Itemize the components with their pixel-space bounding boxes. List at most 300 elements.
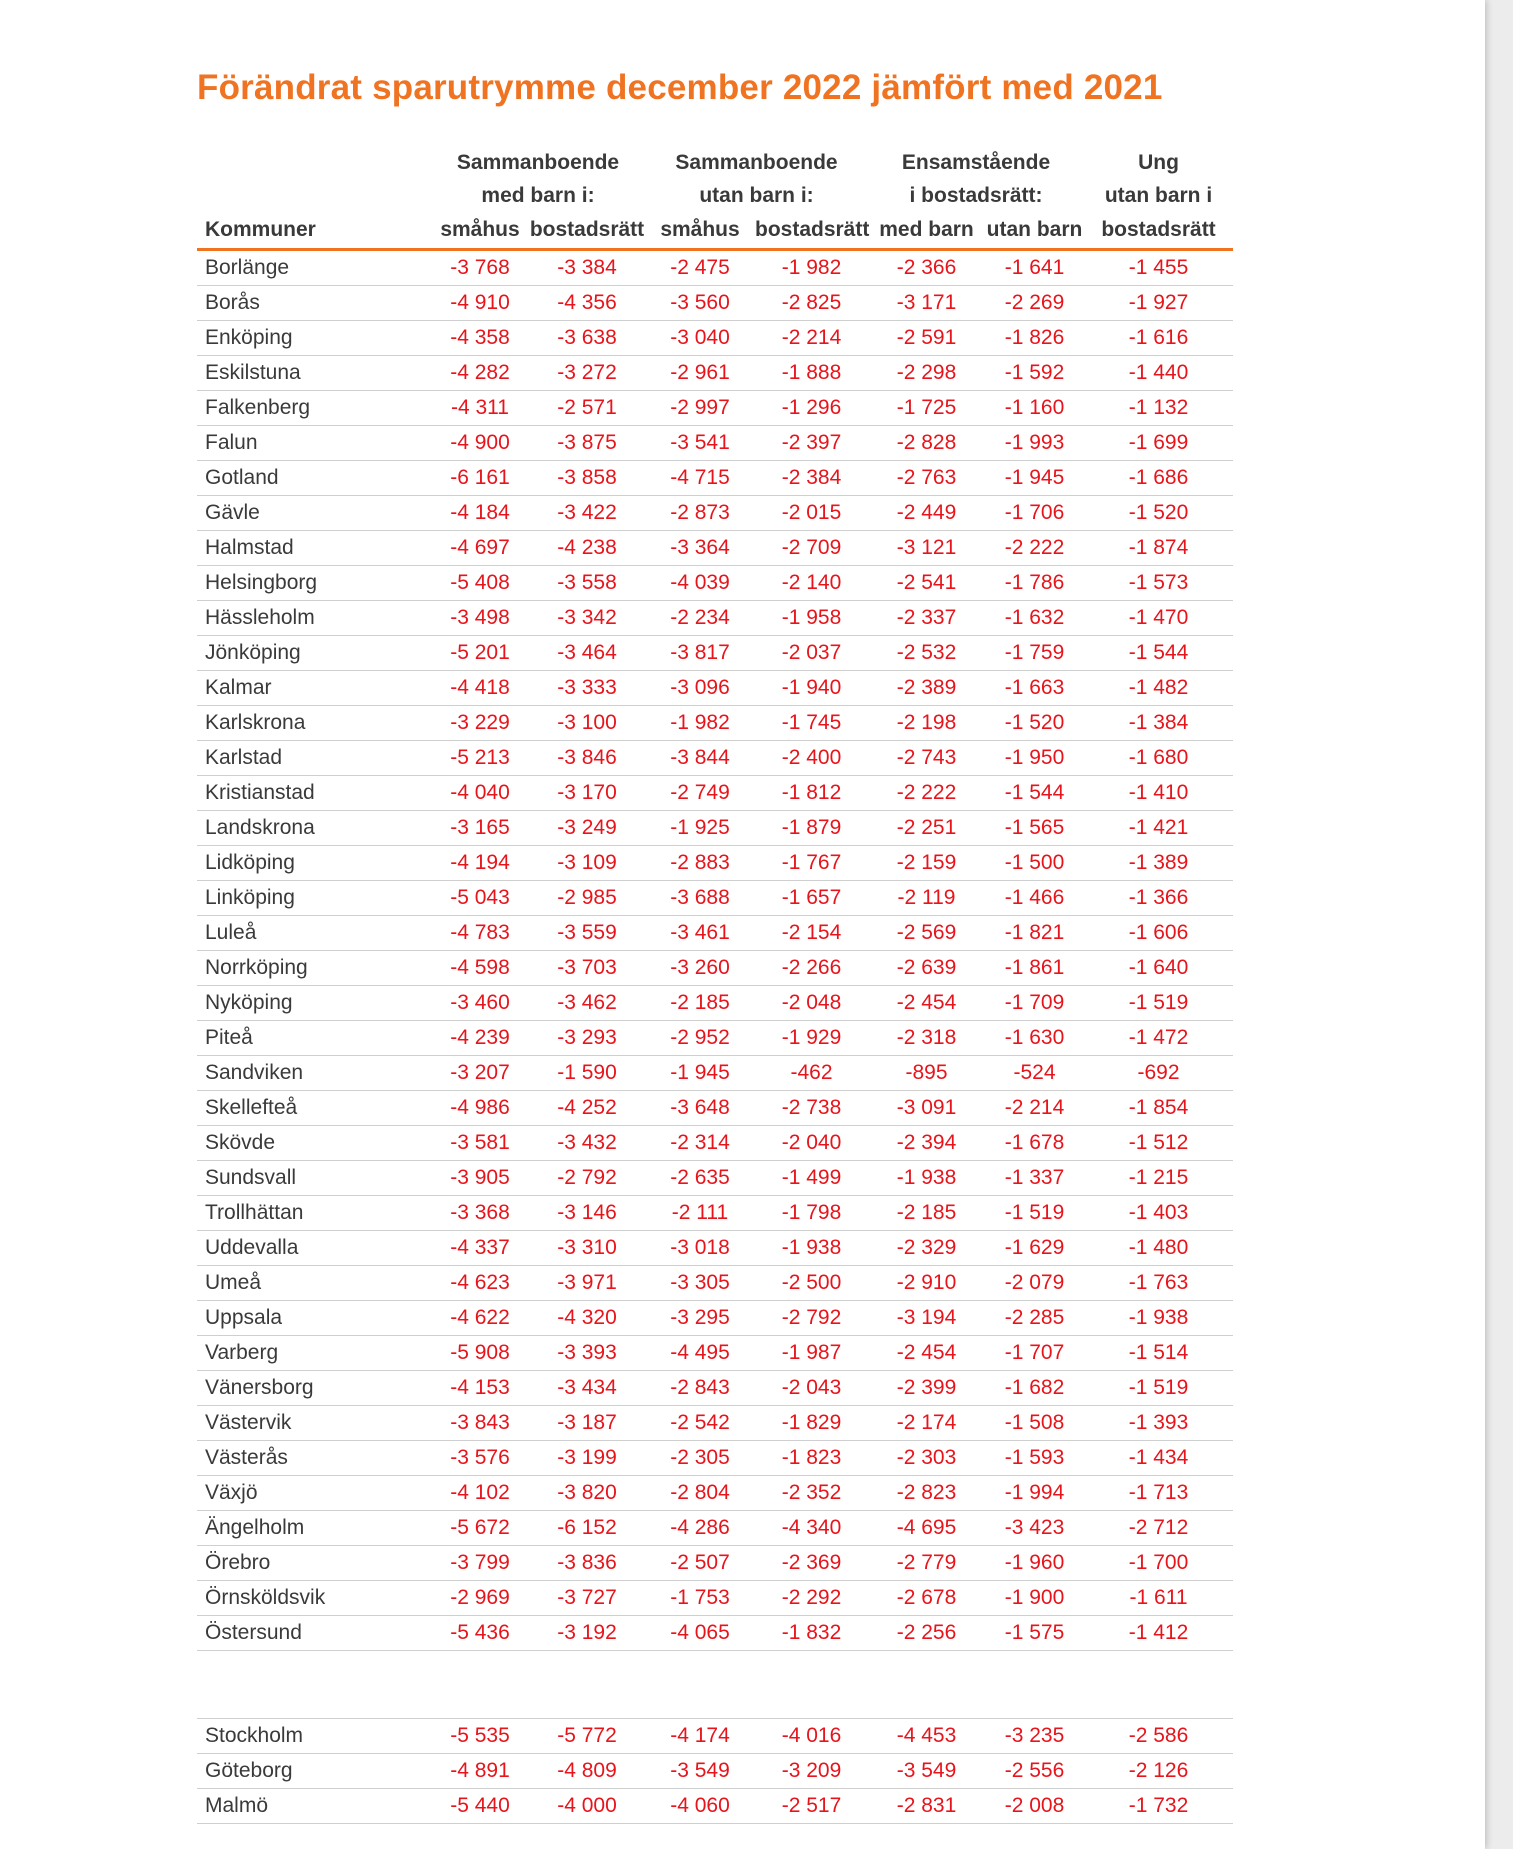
- table-row: [197, 951, 1233, 986]
- value-cell: -1 519: [985, 1196, 1084, 1231]
- value-cell: -4 356: [529, 286, 645, 321]
- value-cell: -524: [985, 1056, 1084, 1091]
- table-row: [197, 496, 1233, 531]
- value-cell: -692: [1084, 1056, 1233, 1091]
- value-cell: -1 410: [1084, 776, 1233, 811]
- table-row: [197, 1091, 1233, 1126]
- value-cell: -1 455: [1084, 250, 1233, 286]
- value-cell: -2 266: [755, 951, 868, 986]
- value-cell: -4 715: [645, 461, 755, 496]
- value-cell: -3 249: [529, 811, 645, 846]
- table-row: [197, 1161, 1233, 1196]
- value-cell: -1 337: [985, 1161, 1084, 1196]
- value-cell: -1 508: [985, 1406, 1084, 1441]
- value-cell: -3 858: [529, 461, 645, 496]
- value-cell: -1 565: [985, 811, 1084, 846]
- value-cell: -5 213: [431, 741, 529, 776]
- table-row: [197, 1616, 1233, 1651]
- value-cell: -2 709: [755, 531, 868, 566]
- header-empty: [197, 179, 431, 212]
- value-cell: -3 018: [645, 1231, 755, 1266]
- spacer-cell: [197, 1651, 1233, 1719]
- value-cell: -1 440: [1084, 356, 1233, 391]
- value-cell: -2 369: [755, 1546, 868, 1581]
- table-row: [197, 1301, 1233, 1336]
- table-row: [197, 1719, 1233, 1754]
- table-row: [197, 1546, 1233, 1581]
- table-row: [197, 1196, 1233, 1231]
- value-cell: -2 400: [755, 741, 868, 776]
- value-cell: -1 960: [985, 1546, 1084, 1581]
- table-row: [197, 461, 1233, 496]
- value-cell: -2 997: [645, 391, 755, 426]
- group-header-ung-line1: Ung: [1138, 151, 1179, 174]
- value-cell: -1 590: [529, 1056, 645, 1091]
- table-row: [197, 1231, 1233, 1266]
- value-cell: -3 638: [529, 321, 645, 356]
- municipality-name: Borås: [197, 286, 431, 321]
- value-cell: -4 623: [431, 1266, 529, 1301]
- table-row: [197, 846, 1233, 881]
- value-cell: -1 512: [1084, 1126, 1233, 1161]
- value-cell: -1 389: [1084, 846, 1233, 881]
- municipality-name: Skellefteå: [197, 1091, 431, 1126]
- municipality-name: Trollhättan: [197, 1196, 431, 1231]
- column-header-kommuner: Kommuner: [197, 212, 431, 250]
- value-cell: -1 950: [985, 741, 1084, 776]
- value-cell: -1 499: [755, 1161, 868, 1196]
- value-cell: -1 982: [755, 250, 868, 286]
- value-cell: -4 102: [431, 1476, 529, 1511]
- value-cell: -2 397: [755, 426, 868, 461]
- table-row: [197, 741, 1233, 776]
- value-cell: -2 883: [645, 846, 755, 881]
- value-cell: -1 987: [755, 1336, 868, 1371]
- value-cell: -2 823: [868, 1476, 985, 1511]
- municipality-name: Gävle: [197, 496, 431, 531]
- group-header-ensamstaende-line2: i bostadsrätt:: [909, 184, 1043, 207]
- value-cell: -2 214: [755, 321, 868, 356]
- value-cell: -1 470: [1084, 601, 1233, 636]
- value-cell: -3 199: [529, 1441, 645, 1476]
- value-cell: -4 695: [868, 1511, 985, 1546]
- value-cell: -2 952: [645, 1021, 755, 1056]
- value-cell: -2 394: [868, 1126, 985, 1161]
- value-cell: -2 140: [755, 566, 868, 601]
- municipality-name: Landskrona: [197, 811, 431, 846]
- value-cell: -3 364: [645, 531, 755, 566]
- value-cell: -1 482: [1084, 671, 1233, 706]
- value-cell: -5 908: [431, 1336, 529, 1371]
- value-cell: -2 037: [755, 636, 868, 671]
- value-cell: -3 846: [529, 741, 645, 776]
- table-row: [197, 1406, 1233, 1441]
- header-empty: [197, 146, 431, 179]
- value-cell: -1 520: [1084, 496, 1233, 531]
- value-cell: -2 843: [645, 1371, 755, 1406]
- value-cell: -5 440: [431, 1789, 529, 1824]
- table-row: [197, 881, 1233, 916]
- value-cell: -3 235: [985, 1719, 1084, 1754]
- value-cell: -4 358: [431, 321, 529, 356]
- value-cell: -3 192: [529, 1616, 645, 1651]
- value-cell: -1 296: [755, 391, 868, 426]
- value-cell: -3 558: [529, 566, 645, 601]
- value-cell: -4 697: [431, 531, 529, 566]
- value-cell: -1 393: [1084, 1406, 1233, 1441]
- value-cell: -2 040: [755, 1126, 868, 1161]
- value-cell: -2 159: [868, 846, 985, 881]
- value-cell: -3 393: [529, 1336, 645, 1371]
- value-cell: -1 699: [1084, 426, 1233, 461]
- table-row: [197, 321, 1233, 356]
- value-cell: -4 060: [645, 1789, 755, 1824]
- value-cell: -4 184: [431, 496, 529, 531]
- value-cell: -4 320: [529, 1301, 645, 1336]
- value-cell: -2 449: [868, 496, 985, 531]
- value-cell: -1 763: [1084, 1266, 1233, 1301]
- group-header-sammanboende-med-barn-line1: Sammanboende: [456, 151, 620, 174]
- value-cell: -3 384: [529, 250, 645, 286]
- value-cell: -4 016: [755, 1719, 868, 1754]
- value-cell: -1 700: [1084, 1546, 1233, 1581]
- table-row: [197, 1336, 1233, 1371]
- table-row: [197, 811, 1233, 846]
- value-cell: -3 170: [529, 776, 645, 811]
- value-cell: -1 632: [985, 601, 1084, 636]
- municipality-name: Enköping: [197, 321, 431, 356]
- value-cell: -1 384: [1084, 706, 1233, 741]
- table-header: [197, 146, 1233, 250]
- value-cell: -4 783: [431, 916, 529, 951]
- value-cell: -3 187: [529, 1406, 645, 1441]
- value-cell: -1 519: [1084, 1371, 1233, 1406]
- table-row: [197, 566, 1233, 601]
- municipality-name: Östersund: [197, 1616, 431, 1651]
- value-cell: -2 043: [755, 1371, 868, 1406]
- municipality-name: Örnsköldsvik: [197, 1581, 431, 1616]
- value-cell: -2 318: [868, 1021, 985, 1056]
- value-cell: -3 272: [529, 356, 645, 391]
- value-cell: -1 938: [1084, 1301, 1233, 1336]
- value-cell: -3 260: [645, 951, 755, 986]
- value-cell: -2 048: [755, 986, 868, 1021]
- value-cell: -2 269: [985, 286, 1084, 321]
- table-row: [197, 531, 1233, 566]
- value-cell: -1 745: [755, 706, 868, 741]
- value-cell: -1 592: [985, 356, 1084, 391]
- municipality-name: Kristianstad: [197, 776, 431, 811]
- column-header: bostadsrätt: [1084, 212, 1233, 250]
- value-cell: -2 831: [868, 1789, 985, 1824]
- value-cell: -4 311: [431, 391, 529, 426]
- value-cell: -1 663: [985, 671, 1084, 706]
- table-row: [197, 706, 1233, 741]
- value-cell: -3 703: [529, 951, 645, 986]
- value-cell: -2 337: [868, 601, 985, 636]
- table-row: [197, 986, 1233, 1021]
- value-cell: -2 292: [755, 1581, 868, 1616]
- municipality-name: Lidköping: [197, 846, 431, 881]
- value-cell: -1 706: [985, 496, 1084, 531]
- municipality-name: Västervik: [197, 1406, 431, 1441]
- value-cell: -1 713: [1084, 1476, 1233, 1511]
- value-cell: -2 985: [529, 881, 645, 916]
- value-cell: -1 680: [1084, 741, 1233, 776]
- value-cell: -4 065: [645, 1616, 755, 1651]
- municipality-name: Karlskrona: [197, 706, 431, 741]
- value-cell: -5 535: [431, 1719, 529, 1754]
- value-cell: -2 256: [868, 1616, 985, 1651]
- value-cell: -1 900: [985, 1581, 1084, 1616]
- value-cell: -1 994: [985, 1476, 1084, 1511]
- value-cell: -1 616: [1084, 321, 1233, 356]
- value-cell: -3 207: [431, 1056, 529, 1091]
- value-cell: -1 854: [1084, 1091, 1233, 1126]
- value-cell: -4 000: [529, 1789, 645, 1824]
- value-cell: -3 462: [529, 986, 645, 1021]
- municipality-name: Sandviken: [197, 1056, 431, 1091]
- value-cell: -4 174: [645, 1719, 755, 1754]
- value-cell: -3 799: [431, 1546, 529, 1581]
- value-cell: -2 185: [645, 986, 755, 1021]
- value-cell: -1 927: [1084, 286, 1233, 321]
- value-cell: -4 891: [431, 1754, 529, 1789]
- value-cell: -2 635: [645, 1161, 755, 1196]
- value-cell: -3 333: [529, 671, 645, 706]
- value-cell: -6 152: [529, 1511, 645, 1546]
- value-cell: -2 591: [868, 321, 985, 356]
- value-cell: -1 732: [1084, 1789, 1233, 1824]
- value-cell: -2 185: [868, 1196, 985, 1231]
- value-cell: -2 111: [645, 1196, 755, 1231]
- table-row: [197, 1056, 1233, 1091]
- value-cell: -1 798: [755, 1196, 868, 1231]
- municipality-name: Västerås: [197, 1441, 431, 1476]
- table-row: [197, 1266, 1233, 1301]
- value-cell: -3 461: [645, 916, 755, 951]
- value-cell: -3 820: [529, 1476, 645, 1511]
- value-cell: -1 759: [985, 636, 1084, 671]
- value-cell: -2 222: [985, 531, 1084, 566]
- value-cell: -2 500: [755, 1266, 868, 1301]
- value-cell: -2 792: [529, 1161, 645, 1196]
- value-cell: -2 763: [868, 461, 985, 496]
- value-cell: -2 532: [868, 636, 985, 671]
- column-header: med barn: [868, 212, 985, 250]
- value-cell: -1 640: [1084, 951, 1233, 986]
- value-cell: -1 519: [1084, 986, 1233, 1021]
- table-row: [197, 250, 1233, 286]
- value-cell: -3 549: [868, 1754, 985, 1789]
- value-cell: -1 958: [755, 601, 868, 636]
- value-cell: -1 544: [1084, 636, 1233, 671]
- value-cell: -1 823: [755, 1441, 868, 1476]
- value-cell: -1 434: [1084, 1441, 1233, 1476]
- value-cell: -3 209: [755, 1754, 868, 1789]
- table-spacer-row: [197, 1651, 1233, 1719]
- value-cell: -2 749: [645, 776, 755, 811]
- value-cell: -2 571: [529, 391, 645, 426]
- city-name: Malmö: [197, 1789, 431, 1824]
- value-cell: -1 709: [985, 986, 1084, 1021]
- value-cell: -3 434: [529, 1371, 645, 1406]
- value-cell: -3 100: [529, 706, 645, 741]
- column-header: bostadsrätt: [755, 212, 868, 250]
- value-cell: -3 559: [529, 916, 645, 951]
- value-cell: -4 239: [431, 1021, 529, 1056]
- value-cell: -2 712: [1084, 1511, 1233, 1546]
- table-row: [197, 1511, 1233, 1546]
- value-cell: -3 549: [645, 1754, 755, 1789]
- value-cell: -4 622: [431, 1301, 529, 1336]
- municipality-name: Piteå: [197, 1021, 431, 1056]
- table-row: [197, 1021, 1233, 1056]
- value-cell: -1 940: [755, 671, 868, 706]
- value-cell: -1 544: [985, 776, 1084, 811]
- value-cell: -3 844: [645, 741, 755, 776]
- value-cell: -2 174: [868, 1406, 985, 1441]
- value-cell: -4 340: [755, 1511, 868, 1546]
- column-header: utan barn: [985, 212, 1084, 250]
- table-row: [197, 671, 1233, 706]
- municipality-name: Kalmar: [197, 671, 431, 706]
- value-cell: -5 043: [431, 881, 529, 916]
- value-cell: -2 873: [645, 496, 755, 531]
- value-cell: -3 576: [431, 1441, 529, 1476]
- city-name: Stockholm: [197, 1719, 431, 1754]
- value-cell: -4 598: [431, 951, 529, 986]
- value-cell: -2 825: [755, 286, 868, 321]
- value-cell: -1 611: [1084, 1581, 1233, 1616]
- value-cell: -1 573: [1084, 566, 1233, 601]
- municipality-name: Uddevalla: [197, 1231, 431, 1266]
- value-cell: -5 672: [431, 1511, 529, 1546]
- value-cell: -3 229: [431, 706, 529, 741]
- value-cell: -3 648: [645, 1091, 755, 1126]
- value-cell: -1 132: [1084, 391, 1233, 426]
- value-cell: -4 238: [529, 531, 645, 566]
- value-cell: -1 826: [985, 321, 1084, 356]
- value-cell: -3 293: [529, 1021, 645, 1056]
- value-cell: -1 466: [985, 881, 1084, 916]
- value-cell: -3 121: [868, 531, 985, 566]
- value-cell: -2 475: [645, 250, 755, 286]
- value-cell: -2 366: [868, 250, 985, 286]
- value-cell: -3 310: [529, 1231, 645, 1266]
- value-cell: -1 215: [1084, 1161, 1233, 1196]
- value-cell: -2 454: [868, 986, 985, 1021]
- value-cell: -2 214: [985, 1091, 1084, 1126]
- municipality-name: Umeå: [197, 1266, 431, 1301]
- value-cell: -1 767: [755, 846, 868, 881]
- value-cell: -4 809: [529, 1754, 645, 1789]
- table-row: [197, 1789, 1233, 1824]
- table-row: [197, 286, 1233, 321]
- value-cell: -1 821: [985, 916, 1084, 951]
- value-cell: -1 982: [645, 706, 755, 741]
- value-cell: -1 593: [985, 1441, 1084, 1476]
- table-row: [197, 601, 1233, 636]
- value-cell: -3 498: [431, 601, 529, 636]
- value-cell: -1 753: [645, 1581, 755, 1616]
- value-cell: -2 251: [868, 811, 985, 846]
- value-cell: -3 091: [868, 1091, 985, 1126]
- value-cell: -3 905: [431, 1161, 529, 1196]
- value-cell: -2 678: [868, 1581, 985, 1616]
- value-cell: -2 556: [985, 1754, 1084, 1789]
- value-cell: -2 015: [755, 496, 868, 531]
- municipality-name: Eskilstuna: [197, 356, 431, 391]
- value-cell: -3 688: [645, 881, 755, 916]
- value-cell: -1 678: [985, 1126, 1084, 1161]
- value-cell: -2 303: [868, 1441, 985, 1476]
- value-cell: -3 295: [645, 1301, 755, 1336]
- value-cell: -2 910: [868, 1266, 985, 1301]
- value-cell: -1 682: [985, 1371, 1084, 1406]
- value-cell: -2 198: [868, 706, 985, 741]
- value-cell: -462: [755, 1056, 868, 1091]
- value-cell: -3 165: [431, 811, 529, 846]
- value-cell: -2 743: [868, 741, 985, 776]
- value-cell: -2 352: [755, 1476, 868, 1511]
- value-cell: -4 153: [431, 1371, 529, 1406]
- value-cell: -5 408: [431, 566, 529, 601]
- value-cell: -3 096: [645, 671, 755, 706]
- municipality-name: Jönköping: [197, 636, 431, 671]
- value-cell: -1 929: [755, 1021, 868, 1056]
- value-cell: -2 126: [1084, 1754, 1233, 1789]
- table-row: [197, 391, 1233, 426]
- value-cell: -1 812: [755, 776, 868, 811]
- value-cell: -1 725: [868, 391, 985, 426]
- value-cell: -2 285: [985, 1301, 1084, 1336]
- group-header-ensamstaende-line1: Ensamstående: [901, 151, 1051, 174]
- value-cell: -4 039: [645, 566, 755, 601]
- municipality-name: Skövde: [197, 1126, 431, 1161]
- municipality-name: Falkenberg: [197, 391, 431, 426]
- group-header-sammanboende-med-barn-line2: med barn i:: [481, 184, 595, 207]
- value-cell: -3 971: [529, 1266, 645, 1301]
- value-cell: -1 888: [755, 356, 868, 391]
- value-cell: -1 657: [755, 881, 868, 916]
- column-header: småhus: [645, 212, 755, 250]
- value-cell: -1 938: [868, 1161, 985, 1196]
- municipality-name: Nyköping: [197, 986, 431, 1021]
- value-cell: -4 910: [431, 286, 529, 321]
- value-cell: -3 460: [431, 986, 529, 1021]
- value-cell: -2 384: [755, 461, 868, 496]
- municipality-name: Norrköping: [197, 951, 431, 986]
- municipality-name: Sundsvall: [197, 1161, 431, 1196]
- value-cell: -4 337: [431, 1231, 529, 1266]
- value-cell: -2 329: [868, 1231, 985, 1266]
- value-cell: -2 389: [868, 671, 985, 706]
- value-cell: -1 879: [755, 811, 868, 846]
- value-cell: -3 875: [529, 426, 645, 461]
- value-cell: -3 560: [645, 286, 755, 321]
- value-cell: -3 423: [985, 1511, 1084, 1546]
- value-cell: -1 160: [985, 391, 1084, 426]
- value-cell: -2 305: [645, 1441, 755, 1476]
- group-header-ung-line2: utan barn i: [1104, 184, 1213, 207]
- value-cell: -2 779: [868, 1546, 985, 1581]
- value-cell: -1 520: [985, 706, 1084, 741]
- table-row: [197, 356, 1233, 391]
- value-cell: -3 342: [529, 601, 645, 636]
- value-cell: -2 454: [868, 1336, 985, 1371]
- value-cell: -1 606: [1084, 916, 1233, 951]
